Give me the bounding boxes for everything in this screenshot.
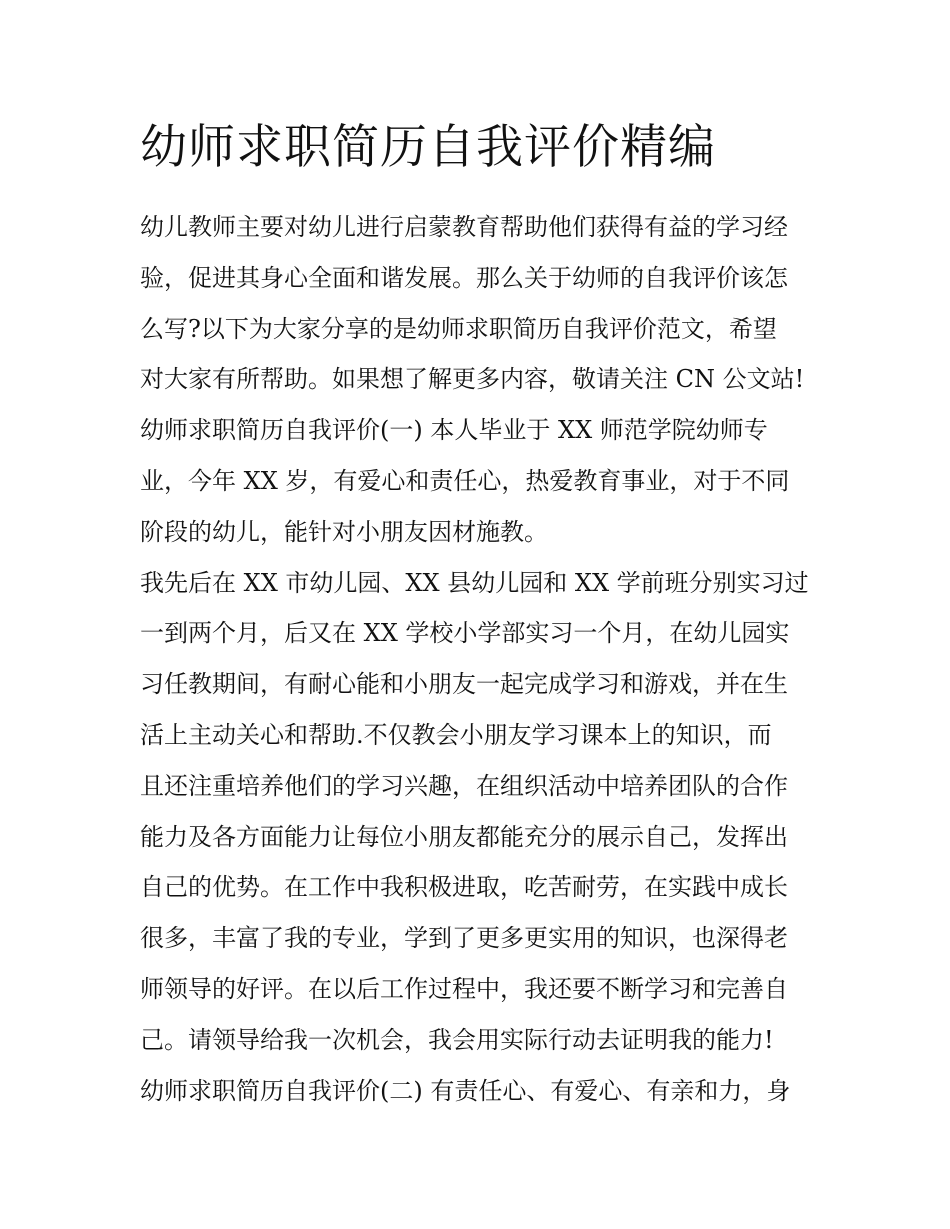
text-line: 活上主动关心和帮助.不仅教会小朋友学习课本上的知识，而 [140, 720, 772, 749]
text-line: 师领导的好评。在以后工作过程中，我还要不断学习和完善自 [140, 974, 788, 1003]
text-line: 对大家有所帮助。如果想了解更多内容，敬请关注 CN 公文站! [140, 365, 805, 394]
text-line: 能力及各方面能力让每位小朋友都能充分的展示自己，发挥出 [140, 822, 788, 851]
text-line: 很多，丰富了我的专业，学到了更多更实用的知识，也深得老 [140, 924, 788, 953]
text-line: 幼师求职简历自我评价(二) 有责任心、有爱心、有亲和力，身 [140, 1076, 791, 1105]
text-line: 且还注重培养他们的学习兴趣，在组织活动中培养团队的合作 [140, 771, 788, 800]
document-body [140, 202, 830, 1116]
text-line: 己。请领导给我一次机会，我会用实际行动去证明我的能力! [140, 1025, 774, 1054]
text-line: 阶段的幼儿，能针对小朋友因材施教。 [140, 517, 548, 546]
text-line: 自己的优势。在工作中我积极进取，吃苦耐劳，在实践中成长 [140, 873, 788, 902]
text-line: 一到两个月，后又在 XX 学校小学部实习一个月，在幼儿园实 [140, 619, 790, 648]
document-title: 幼师求职简历自我评价精编 [140, 120, 716, 175]
text-line: 幼师求职简历自我评价(一) 本人毕业于 XX 师范学院幼师专 [140, 416, 768, 445]
text-line: 幼儿教师主要对幼儿进行启蒙教育帮助他们获得有益的学习经 [140, 213, 788, 241]
text-line: 业，今年 XX 岁，有爱心和责任心，热爱教育事业，对于不同 [140, 466, 790, 495]
text-line: 么写?以下为大家分享的是幼师求职简历自我评价范文，希望 [140, 314, 777, 343]
text-line: 我先后在 XX 市幼儿园、XX 县幼儿园和 XX 学前班分别实习过 [140, 568, 809, 597]
text-line: 习任教期间，有耐心能和小朋友一起完成学习和游戏，并在生 [140, 670, 788, 699]
text-line: 验，促进其身心全面和谐发展。那么关于幼师的自我评价该怎 [140, 263, 788, 292]
